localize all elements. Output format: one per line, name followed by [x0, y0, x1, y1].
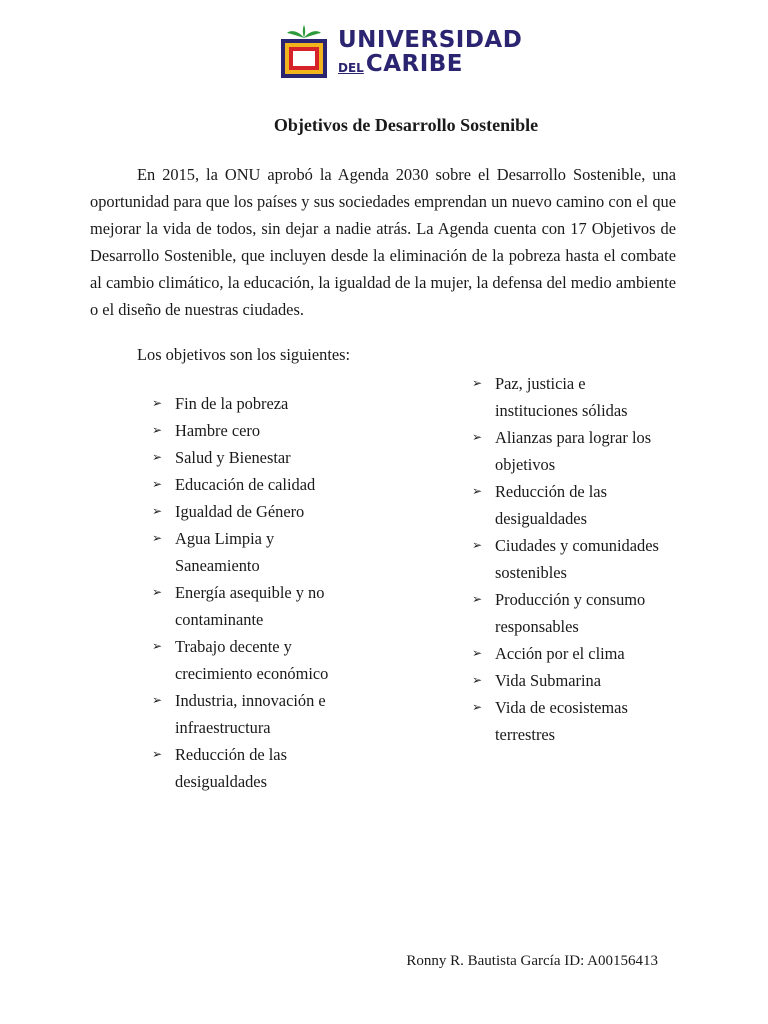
objective-list-item: [152, 471, 432, 498]
page-title: Objetivos de Desarrollo Sostenible: [273, 115, 539, 135]
objective-label: Hambre cero: [175, 421, 261, 440]
logo-del-text: DEL: [338, 60, 364, 75]
arrow-bullet-icon: ➢: [472, 484, 483, 498]
objective-label: Igualdad de Género: [175, 502, 305, 521]
arrow-bullet-icon: ➢: [472, 646, 483, 660]
objective-list-item: [152, 444, 432, 471]
objective-label: Agua Limpia y Saneamiento: [175, 529, 275, 575]
objective-label: Vida Submarina: [495, 671, 601, 690]
objective-list-item: [472, 640, 692, 667]
arrow-bullet-icon: ➢: [152, 693, 163, 707]
arrow-bullet-icon: ➢: [152, 504, 163, 518]
objective-label: Reducción de las desigualdades: [175, 745, 287, 791]
objectives-list-right: [472, 370, 692, 748]
university-logo: [278, 24, 522, 80]
objective-label: Salud y Bienestar: [175, 448, 291, 467]
arrow-bullet-icon: ➢: [152, 531, 163, 545]
objective-label: Industria, innovación e infraestructura: [175, 691, 326, 737]
objective-list-item: [152, 417, 432, 444]
logo-line-two: [338, 50, 522, 77]
objective-list-item: [472, 370, 692, 424]
arrow-bullet-icon: ➢: [472, 538, 483, 552]
arrow-bullet-icon: ➢: [472, 430, 483, 444]
objective-list-item: [472, 478, 692, 532]
arrow-bullet-icon: ➢: [152, 747, 163, 761]
objective-list-item: [152, 687, 432, 741]
arrow-bullet-icon: ➢: [472, 700, 483, 714]
arrow-bullet-icon: ➢: [152, 423, 163, 437]
objective-list-item: [152, 390, 432, 417]
objective-list-item: [152, 498, 432, 525]
objective-label: Reducción de las desigualdades: [495, 482, 607, 528]
objective-list-item: [472, 424, 692, 478]
university-emblem-icon: [278, 24, 330, 80]
objectives-list-left: [152, 390, 432, 795]
objective-label: Ciudades y comunidades sostenibles: [495, 536, 659, 582]
arrow-bullet-icon: ➢: [472, 673, 483, 687]
arrow-bullet-icon: ➢: [152, 639, 163, 653]
author-footer: Ronny R. Bautista García ID: A00156413: [406, 953, 658, 969]
objective-list-item: [152, 633, 432, 687]
arrow-bullet-icon: ➢: [152, 477, 163, 491]
objective-label: Trabajo decente y crecimiento económico: [175, 637, 329, 683]
objective-label: Alianzas para lograr los objetivos: [495, 428, 652, 474]
objective-list-item: [472, 667, 692, 694]
arrow-bullet-icon: ➢: [472, 592, 483, 606]
logo-caribe-text: CARIBE: [365, 50, 464, 77]
arrow-bullet-icon: ➢: [472, 376, 483, 390]
objective-label: Vida de ecosistemas terrestres: [495, 698, 628, 744]
objective-list-item: [152, 741, 432, 795]
logo-wordmark: [338, 26, 523, 77]
objective-label: Energía asequible y no contaminante: [175, 583, 325, 629]
list-heading: Los objetivos son los siguientes:: [137, 345, 351, 364]
objective-label: Educación de calidad: [175, 475, 316, 494]
intro-paragraph: En 2015, la ONU aprobó la Agenda 2030 sobre el Desarrollo Sostenible, una oportunidad para que los países y sus sociedades emprendan un nuevo camino con el que mejorar la vida de todos, sin dejar a nadie atrás. La Agenda cuenta con 17 Objetivos de Desarrollo Sostenible, que incluyen desde la eliminación de la pobreza hasta el combate al cambio climático, la educación, la igualdad de la mujer, la defensa del medio ambiente o el diseño de nuestras ciudades.: [90, 165, 676, 319]
logo-universidad-text: UNIVERSIDAD: [338, 26, 523, 53]
objective-list-item: [472, 586, 692, 640]
objective-label: Paz, justicia e instituciones sólidas: [495, 374, 628, 420]
arrow-bullet-icon: ➢: [152, 585, 163, 599]
objective-list-item: [472, 694, 692, 748]
arrow-bullet-icon: ➢: [152, 396, 163, 410]
objective-list-item: [472, 532, 692, 586]
objective-label: Producción y consumo responsables: [495, 590, 646, 636]
objective-list-item: [152, 579, 432, 633]
objective-label: Acción por el clima: [495, 644, 625, 663]
objective-list-item: [152, 525, 432, 579]
arrow-bullet-icon: ➢: [152, 450, 163, 464]
objective-label: Fin de la pobreza: [175, 394, 289, 413]
